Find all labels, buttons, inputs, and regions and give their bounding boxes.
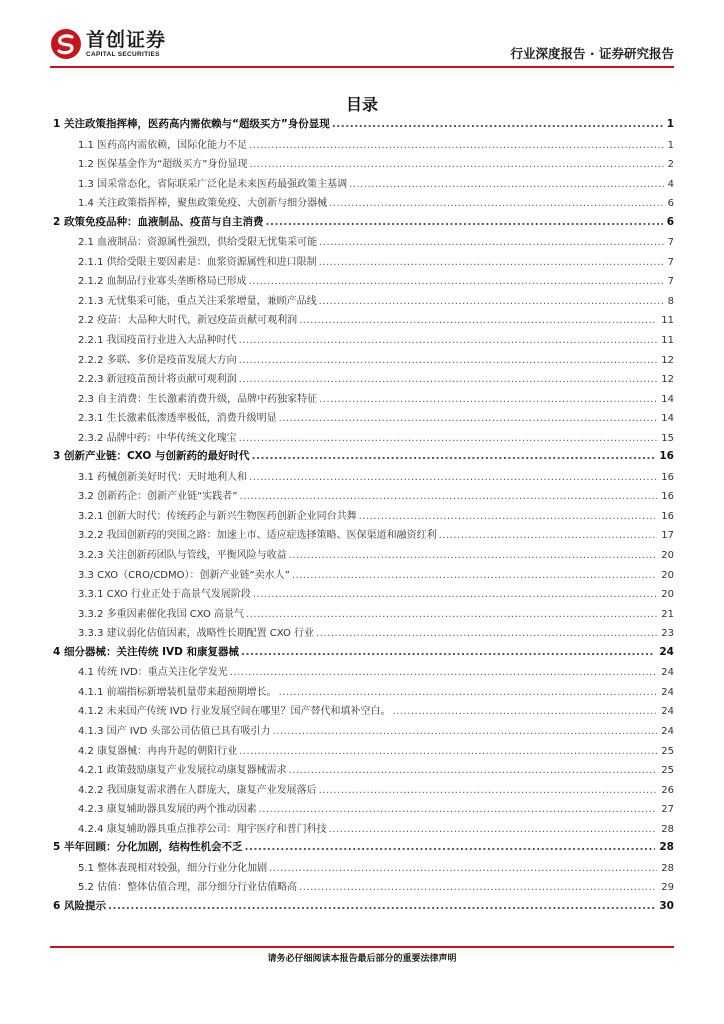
toc-leader-dots	[392, 706, 657, 717]
capital-securities-logo-icon	[50, 28, 82, 60]
toc-leader-dots	[332, 118, 663, 130]
toc-leader-dots	[272, 726, 657, 737]
toc-entry-label: 4.1.2 未来国产传统 IVD 行业发展空间在哪里？国产替代和填补空白。	[78, 706, 391, 718]
toc-leader-dots	[251, 450, 655, 462]
toc-entry-label: 4.2.1 政策鼓励康复产业发展拉动康复器械需求	[78, 765, 287, 777]
toc-page-number: 26	[661, 784, 674, 796]
toc-chapter-entry[interactable]	[50, 116, 674, 136]
toc-entry-label: 3.3.3 建议弱化估值因素，战略性长期配置 CXO 行业	[78, 628, 315, 640]
toc-leader-dots	[292, 570, 657, 581]
toc-page-number: 30	[659, 899, 674, 912]
toc-leader-dots	[439, 530, 658, 541]
toc-leader-dots	[316, 628, 657, 639]
toc-section-entry[interactable]	[50, 370, 674, 390]
toc-section-entry[interactable]	[50, 624, 674, 644]
toc-section-entry[interactable]	[50, 292, 674, 312]
toc-section-entry[interactable]	[50, 487, 674, 507]
toc-section-entry[interactable]	[50, 722, 674, 742]
toc-section-entry[interactable]	[50, 702, 674, 722]
toc-section-entry[interactable]	[50, 742, 674, 762]
toc-page-number: 23	[661, 628, 674, 640]
toc-page-number: 14	[661, 393, 674, 405]
toc-page-number: 17	[661, 530, 674, 542]
toc-page-number: 28	[659, 841, 674, 854]
toc-leader-dots	[249, 140, 664, 151]
toc-page-number: 28	[661, 823, 674, 835]
toc-page-number: 16	[659, 450, 674, 463]
toc-page-number: 11	[661, 335, 674, 347]
toc-page-number: 21	[661, 608, 674, 620]
toc-entry-label: 4.1.1 前端指标新增装机量带来超预期增长。	[78, 686, 277, 698]
toc-chapter-entry[interactable]	[50, 644, 674, 664]
toc-leader-dots	[244, 841, 655, 853]
toc-entry-label: 3.2.2 我国创新药的突围之路：加速上市、适应症选择策略、医保渠道和融资红利	[78, 530, 437, 542]
toc-page-number: 14	[661, 413, 674, 425]
toc-leader-dots	[239, 433, 658, 444]
toc-entry-label: 2.2.3 新冠疫苗预计将贡献可观利润	[78, 374, 237, 386]
footer-divider	[50, 946, 674, 948]
toc-section-entry[interactable]	[50, 136, 674, 156]
toc-entry-label: 4.2.2 我国康复需求潜在人群庞大，康复产业发展落后	[78, 784, 317, 796]
toc-entry-label: 4 细分器械：关注传统 IVD 和康复器械	[53, 645, 240, 658]
toc-section-entry[interactable]	[50, 331, 674, 351]
toc-section-entry[interactable]	[50, 526, 674, 546]
toc-entry-label: 2.3.1 生长激素低渗透率极低，消费升级明显	[78, 413, 277, 425]
toc-entry-label: 3.3.2 多重因素催化我国 CXO 高景气	[78, 608, 245, 620]
toc-section-entry[interactable]	[50, 390, 674, 410]
toc-page-number: 25	[661, 765, 674, 777]
toc-entry-label: 3.3.1 CXO 行业正处于高景气发展阶段	[78, 589, 251, 601]
toc-entry-label: 1.2 医保基金作为“超级买方”身份显现	[78, 159, 248, 171]
logo-english-name: CAPITAL SECURITIES	[86, 50, 160, 58]
toc-page-number: 15	[661, 432, 674, 444]
toc-section-entry[interactable]	[50, 429, 674, 449]
toc-page-number: 12	[661, 374, 674, 386]
toc-entry-label: 2.3 自主消费：生长激素消费升级，品牌中药独家特征	[78, 393, 318, 405]
toc-section-entry[interactable]	[50, 566, 674, 586]
company-logo	[50, 28, 166, 60]
toc-page-number: 24	[661, 686, 674, 698]
toc-leader-dots	[279, 413, 658, 424]
toc-leader-dots	[319, 296, 664, 307]
toc-leader-dots	[289, 765, 658, 776]
toc-leader-dots	[239, 746, 657, 757]
toc-title: 目录	[345, 95, 378, 114]
toc-page-number: 28	[661, 862, 674, 874]
toc-page-number: 20	[661, 569, 674, 581]
toc-entry-label: 2.1.2 血制品行业寡头垄断格局已形成	[78, 276, 247, 288]
toc-entry-label: 5 半年回顾：分化加剧，结构性机会不乏	[53, 841, 243, 854]
toc-section-entry[interactable]	[50, 781, 674, 801]
toc-entry-label: 2.1.1 供给受限主要因素是：血浆资源属性和进口限制	[78, 256, 317, 268]
toc-entry-label: 2.3.2 品牌中药：中华传统文化瑰宝	[78, 432, 237, 444]
toc-entry-label: 1.3 国采常态化，省际联采广泛化是未来医药最强政策主基调	[78, 178, 348, 190]
toc-leader-dots	[249, 276, 664, 287]
toc-leader-dots	[279, 687, 658, 698]
toc-section-entry[interactable]	[50, 761, 674, 781]
legal-disclaimer: 请务必仔细阅读本报告最后部分的重要法律声明	[267, 954, 457, 964]
logo-chinese-name: 首创证券	[86, 28, 167, 51]
toc-entry-label: 2.2.2 多联、多价是疫苗发展大方向	[78, 354, 237, 366]
toc-entry-label: 3.2.3 关注创新药团队与管线，平衡风险与收益	[78, 550, 287, 562]
toc-leader-dots	[319, 237, 664, 248]
toc-entry-label: 4.1.3 国产 IVD 头部公司估值已具有吸引力	[78, 725, 271, 737]
toc-section-entry[interactable]	[50, 546, 674, 566]
toc-entry-label: 3.1 药械创新美好时代：天时地利人和	[78, 471, 248, 483]
toc-leader-dots	[239, 355, 658, 366]
toc-entry-label: 2.2 疫苗：大品种大时代，新冠疫苗贡献可观利润	[78, 315, 298, 327]
toc-page-number: 6	[667, 198, 674, 210]
toc-leader-dots	[265, 216, 662, 228]
toc-section-entry[interactable]	[50, 468, 674, 488]
toc-leader-dots	[241, 646, 655, 658]
toc-page-number: 1	[667, 139, 674, 151]
toc-page-number: 1	[666, 118, 674, 130]
toc-chapter-entry[interactable]	[50, 898, 674, 918]
toc-entry-label: 6 风险提示	[53, 899, 106, 912]
toc-entry-label: 1.4 关注政策指挥棒，聚焦政策免疫、大创新与细分器械	[78, 198, 328, 210]
toc-section-entry[interactable]	[50, 311, 674, 331]
toc-page-number: 24	[661, 706, 674, 718]
toc-entry-label: 3.2 创新药企：创新产业链“实践者”	[78, 491, 238, 503]
toc-page-number: 8	[667, 295, 674, 307]
toc-page-number: 16	[661, 471, 674, 483]
toc-page-number: 20	[661, 550, 674, 562]
toc-section-entry[interactable]	[50, 800, 674, 820]
toc-section-entry[interactable]	[50, 507, 674, 527]
toc-entry-label: 4.1 传统 IVD：重点关注化学发光	[78, 667, 228, 679]
toc-entry-label: 3.2.1 创新大时代：传统药企与新兴生物医药创新企业同台共舞	[78, 510, 357, 522]
toc-leader-dots	[259, 804, 658, 815]
toc-page-number: 11	[661, 315, 674, 327]
toc-section-entry[interactable]	[50, 253, 674, 273]
toc-leader-dots	[239, 491, 657, 502]
toc-leader-dots	[349, 179, 664, 190]
toc-leader-dots	[289, 550, 658, 561]
report-type-label: 行业深度报告 · 证券研究报告	[510, 46, 674, 61]
toc-page-number: 2	[667, 159, 674, 171]
toc-entry-label: 2.1 血液制品：资源属性强烈，供给受限无忧集采可能	[78, 237, 318, 249]
toc-leader-dots	[299, 882, 657, 893]
toc-leader-dots	[329, 198, 664, 209]
toc-chapter-entry[interactable]	[50, 214, 674, 234]
toc-chapter-entry[interactable]	[50, 448, 674, 468]
toc-entry-label: 2.2.1 我国疫苗行业进入大品种时代	[78, 335, 237, 347]
table-of-contents	[50, 116, 674, 917]
toc-section-entry[interactable]	[50, 175, 674, 195]
toc-page-number: 24	[661, 667, 674, 679]
toc-leader-dots	[269, 863, 657, 874]
toc-leader-dots	[299, 315, 657, 326]
toc-section-entry[interactable]	[50, 409, 674, 429]
toc-page-number: 4	[667, 178, 674, 190]
toc-section-entry[interactable]	[50, 859, 674, 879]
toc-leader-dots	[319, 257, 664, 268]
toc-leader-dots	[108, 900, 655, 912]
toc-entry-label: 3.3 CXO（CRO/CDMO）：创新产业链“卖水人”	[78, 569, 290, 581]
toc-leader-dots	[249, 472, 657, 483]
toc-entry-label: 5.2 估值：整体估值合理，部分细分行业估值略高	[78, 882, 298, 894]
toc-section-entry[interactable]	[50, 663, 674, 683]
toc-leader-dots	[249, 159, 663, 170]
page-header	[50, 24, 674, 68]
toc-chapter-entry[interactable]	[50, 839, 674, 859]
toc-leader-dots	[253, 589, 657, 600]
toc-entry-label: 4.2.3 康复辅助器具发展的两个推动因素	[78, 804, 257, 816]
toc-page-number: 29	[661, 882, 674, 894]
toc-entry-label: 3 创新产业链：CXO 与创新药的最好时代	[53, 450, 250, 463]
toc-page-number: 24	[661, 725, 674, 737]
toc-section-entry[interactable]	[50, 351, 674, 371]
toc-section-entry[interactable]	[50, 272, 674, 292]
toc-page-number: 25	[661, 745, 674, 757]
toc-leader-dots	[246, 609, 657, 620]
toc-section-entry[interactable]	[50, 820, 674, 840]
toc-leader-dots	[230, 667, 658, 678]
toc-page-number: 7	[667, 256, 674, 268]
toc-section-entry[interactable]	[50, 233, 674, 253]
toc-section-entry[interactable]	[50, 155, 674, 175]
toc-entry-label: 2 政策免疫品种：血液制品、疫苗与自主消费	[53, 215, 264, 228]
toc-page-number: 16	[661, 491, 674, 503]
toc-entry-label: 1.1 医药高内需依赖，国际化能力不足	[78, 139, 248, 151]
toc-leader-dots	[239, 374, 658, 385]
toc-page-number: 12	[661, 354, 674, 366]
toc-page-number: 20	[661, 589, 674, 601]
toc-page-number: 7	[667, 237, 674, 249]
toc-entry-label: 4.2.4 康复辅助器具重点推荐公司：翔宇医疗和普门科技	[78, 823, 327, 835]
toc-leader-dots	[319, 785, 658, 796]
toc-leader-dots	[319, 394, 657, 405]
toc-section-entry[interactable]	[50, 585, 674, 605]
toc-entry-label: 4.2 康复器械：冉冉升起的朝阳行业	[78, 745, 238, 757]
toc-section-entry[interactable]	[50, 878, 674, 898]
toc-page-number: 27	[661, 804, 674, 816]
toc-page-number: 7	[667, 276, 674, 288]
toc-section-entry[interactable]	[50, 605, 674, 625]
toc-entry-label: 5.1 整体表现相对较强，细分行业分化加剧	[78, 862, 268, 874]
toc-leader-dots	[239, 335, 658, 346]
toc-section-entry[interactable]	[50, 683, 674, 703]
toc-leader-dots	[359, 511, 658, 522]
toc-leader-dots	[329, 824, 658, 835]
toc-section-entry[interactable]	[50, 194, 674, 214]
toc-page-number: 24	[659, 645, 674, 658]
header-divider	[50, 66, 674, 68]
toc-entry-label: 1 关注政策指挥棒，医药高内需依赖与“超级买方”身份显现	[53, 118, 330, 130]
toc-page-number: 16	[661, 510, 674, 522]
toc-page-number: 6	[666, 215, 674, 228]
toc-entry-label: 2.1.3 无忧集采可能，重点关注采浆增量，兼顾产品线	[78, 295, 317, 307]
